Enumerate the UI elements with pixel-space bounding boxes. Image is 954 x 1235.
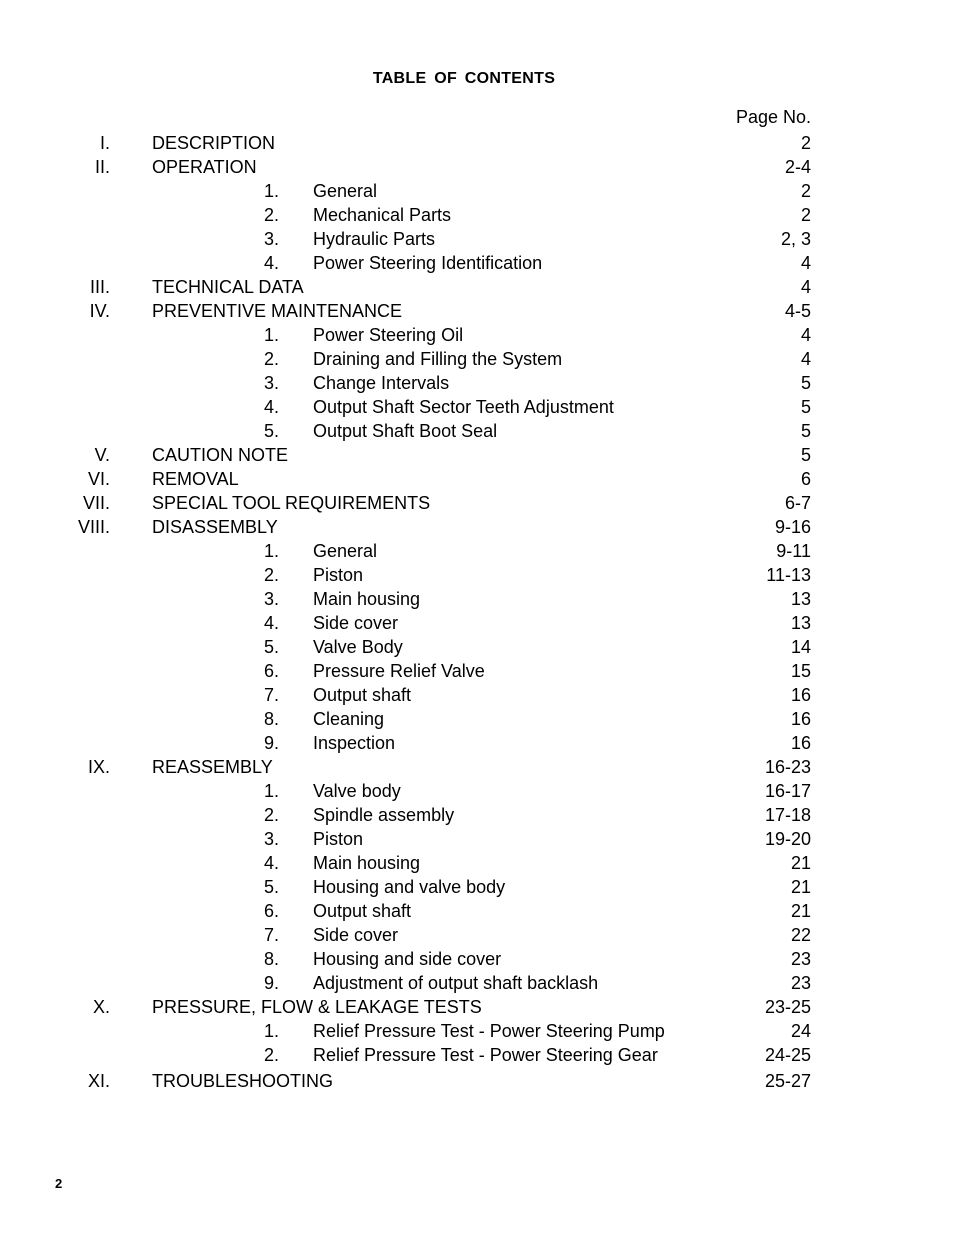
toc-subsection-row [0,947,954,971]
page-number: 16-23 [764,757,811,777]
subsection-title: Relief Pressure Test - Power Steering Gear [313,1045,658,1065]
page-number: 14 [790,637,811,657]
section-title: REASSEMBLY [152,757,273,777]
page-number: 2 [800,205,811,225]
page-number: 23 [790,949,811,969]
page-number: 16 [790,733,811,753]
page-number: 2-4 [784,157,811,177]
subsection-title: Adjustment of output shaft backlash [313,973,599,993]
page-number: 4 [800,277,811,297]
section-number: VI. [87,469,110,489]
page-number: 9-11 [776,541,811,561]
subsection-title: Housing and valve body [313,877,506,897]
page-number: 13 [790,589,811,609]
subsection-number: 2. [263,565,279,585]
toc-subsection-row [0,395,954,419]
subsection-number: 1. [263,325,279,345]
subsection-title: Inspection [313,733,396,753]
toc-subsection-row [0,1043,954,1067]
subsection-number: 4. [263,853,279,873]
subsection-number: 7. [263,925,279,945]
page-number: 23-25 [764,997,811,1017]
subsection-title: Pressure Relief Valve [313,661,485,681]
section-title: DISASSEMBLY [152,517,278,537]
section-number: IV. [89,301,110,321]
subsection-title: Housing and side cover [313,949,502,969]
section-number: II. [94,157,110,177]
subsection-title: Side cover [313,613,399,633]
section-number: VIII. [77,517,110,537]
section-title: PRESSURE, FLOW & LEAKAGE TESTS [152,997,482,1017]
page-number: 24 [790,1021,811,1041]
subsection-title: Power Steering Identification [313,253,543,273]
subsection-number: 5. [263,877,279,897]
toc-section-row [0,275,954,299]
subsection-number: 8. [263,949,279,969]
subsection-number: 4. [263,397,279,417]
toc-section-row [0,299,954,323]
toc-subsection-row [0,563,954,587]
page-number: 11-13 [766,565,811,585]
toc-subsection-row [0,827,954,851]
toc-subsection-row [0,731,954,755]
subsection-number: 5. [263,637,279,657]
subsection-title: Output Shaft Boot Seal [313,421,498,441]
section-title: REMOVAL [152,469,239,489]
toc-subsection-row [0,419,954,443]
page-number: 22 [790,925,811,945]
toc-section-row [0,515,954,539]
page-number: 13 [790,613,811,633]
subsection-number: 1. [263,781,279,801]
subsection-title: General [313,181,378,201]
page-number: 4 [800,349,811,369]
footer-page-number: 2 [55,1176,63,1191]
section-number: III. [89,277,110,297]
subsection-title: Spindle assembly [313,805,455,825]
subsection-title: Hydraulic Parts [313,229,436,249]
page-number: 5 [800,373,811,393]
subsection-number: 1. [263,1021,279,1041]
section-title: TROUBLESHOOTING [152,1071,334,1091]
toc-subsection-row [0,659,954,683]
section-title: DESCRIPTION [152,133,276,153]
subsection-title: Valve Body [313,637,403,657]
toc-subsection-row [0,851,954,875]
section-number: VII. [82,493,110,513]
subsection-title: Relief Pressure Test - Power Steering Pump [313,1021,665,1041]
section-number: X. [92,997,110,1017]
subsection-title: Main housing [313,589,421,609]
toc-subsection-row [0,611,954,635]
subsection-number: 3. [263,589,279,609]
section-title: SPECIAL TOOL REQUIREMENTS [152,493,431,513]
subsection-title: General [313,541,378,561]
toc-section-row [0,995,954,1019]
subsection-number: 7. [263,685,279,705]
document-title: TABLE OF CONTENTS [372,70,556,87]
subsection-title: Output shaft [313,685,412,705]
subsection-number: 2. [263,805,279,825]
subsection-title: Draining and Filling the System [313,349,563,369]
toc-section-row [0,1069,954,1093]
toc-section-row [0,155,954,179]
subsection-number: 4. [263,253,279,273]
page-number: 6-7 [784,493,811,513]
subsection-number: 6. [263,901,279,921]
section-number: V. [94,445,110,465]
page-number: 21 [790,901,811,921]
subsection-number: 9. [263,733,279,753]
page-number: 25-27 [764,1071,811,1091]
toc-subsection-row [0,899,954,923]
subsection-number: 5. [263,421,279,441]
toc-subsection-row [0,1019,954,1043]
subsection-title: Output Shaft Sector Teeth Adjustment [313,397,614,417]
toc-subsection-row [0,251,954,275]
toc-subsection-row [0,227,954,251]
subsection-title: Change Intervals [313,373,450,393]
toc-subsection-row [0,539,954,563]
subsection-number: 8. [263,709,279,729]
toc-subsection-row [0,371,954,395]
toc-subsection-row [0,707,954,731]
page-number: 5 [800,397,811,417]
section-number: IX. [87,757,110,777]
page-number: 23 [790,973,811,993]
subsection-title: Mechanical Parts [313,205,452,225]
page-number: 21 [790,853,811,873]
page-number: 2 [800,181,811,201]
page-number: 2, 3 [780,229,811,249]
page-number: 21 [790,877,811,897]
subsection-number: 6. [263,661,279,681]
section-title: TECHNICAL DATA [152,277,304,297]
subsection-title: Cleaning [313,709,385,729]
page-number: 6 [800,469,811,489]
toc-subsection-row [0,875,954,899]
subsection-title: Power Steering Oil [313,325,464,345]
subsection-title: Piston [313,829,364,849]
page-number: 15 [790,661,811,681]
page-number: 4-5 [784,301,811,321]
subsection-number: 2. [263,1045,279,1065]
toc-subsection-row [0,635,954,659]
toc-section-row [0,491,954,515]
page-no-header: Page No. [735,107,811,127]
subsection-number: 2. [263,205,279,225]
toc-section-row [0,755,954,779]
subsection-number: 3. [263,373,279,393]
toc-section-row [0,443,954,467]
page-number: 16 [790,685,811,705]
page-number: 9-16 [774,517,811,537]
page-number: 17-18 [764,805,811,825]
subsection-title: Output shaft [313,901,412,921]
page-number: 16 [790,709,811,729]
section-title: CAUTION NOTE [152,445,289,465]
subsection-number: 1. [263,541,279,561]
toc-subsection-row [0,779,954,803]
subsection-title: Piston [313,565,364,585]
subsection-number: 3. [263,229,279,249]
page-number: 5 [800,445,811,465]
page-number: 4 [800,325,811,345]
subsection-title: Valve body [313,781,401,801]
subsection-title: Main housing [313,853,421,873]
subsection-number: 4. [263,613,279,633]
subsection-number: 2. [263,349,279,369]
page-number: 4 [800,253,811,273]
toc-section-row [0,467,954,491]
page-number: 5 [800,421,811,441]
toc-subsection-row [0,923,954,947]
page-number: 24-25 [764,1045,811,1065]
subsection-number: 9. [263,973,279,993]
page-number: 2 [800,133,811,153]
toc-section-row [0,131,954,155]
section-title: PREVENTIVE MAINTENANCE [152,301,403,321]
section-number: XI. [87,1071,110,1091]
section-number: I. [99,133,110,153]
subsection-number: 1. [263,181,279,201]
toc-subsection-row [0,203,954,227]
subsection-number: 3. [263,829,279,849]
subsection-title: Side cover [313,925,399,945]
section-title: OPERATION [152,157,257,177]
toc-subsection-row [0,587,954,611]
toc-subsection-row [0,179,954,203]
toc-subsection-row [0,347,954,371]
toc-subsection-row [0,683,954,707]
page-number: 19-20 [764,829,811,849]
toc-subsection-row [0,323,954,347]
toc-subsection-row [0,803,954,827]
toc-subsection-row [0,971,954,995]
page-number: 16-17 [764,781,811,801]
